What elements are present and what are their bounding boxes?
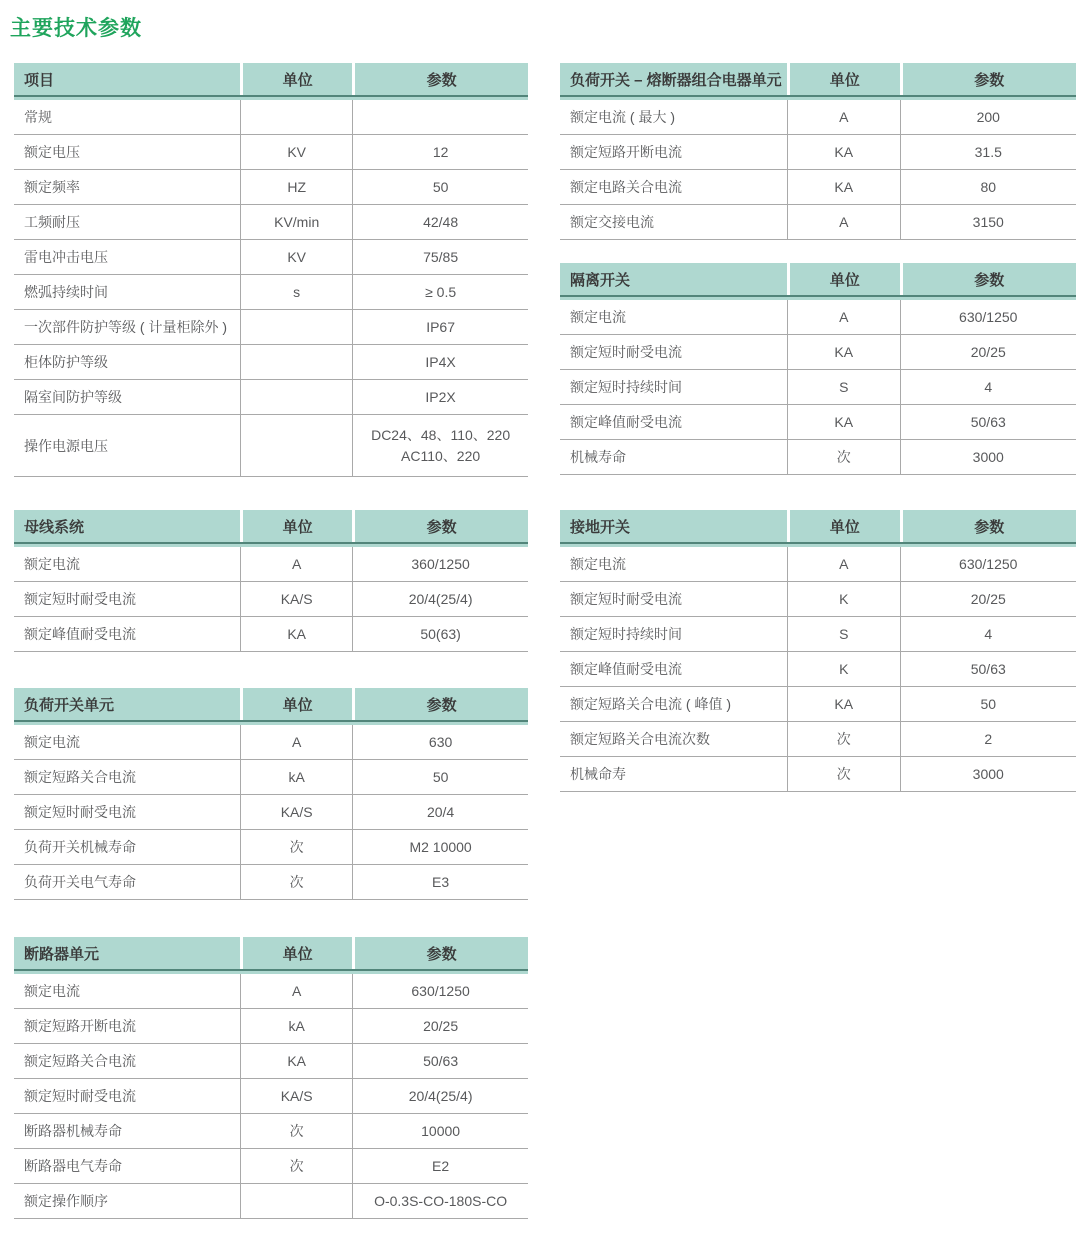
table-title: 负荷开关单元 xyxy=(24,696,115,714)
table-row xyxy=(560,652,1076,687)
row-value: 50/63 xyxy=(900,652,1076,686)
table-body xyxy=(560,547,1076,792)
row-value: 4 xyxy=(900,617,1076,651)
row-unit: KA xyxy=(240,617,352,651)
table-body xyxy=(14,725,528,900)
column-header-unit: 单位 xyxy=(787,63,899,95)
row-unit: KV/min xyxy=(240,205,352,239)
row-value: 20/25 xyxy=(900,582,1076,616)
table-row xyxy=(14,135,528,170)
row-item-label: 机械寿命 xyxy=(570,449,626,465)
table-row xyxy=(560,370,1076,405)
table-row xyxy=(14,974,528,1009)
row-unit: KA xyxy=(787,687,899,721)
row-item-label: 额定短时耐受电流 xyxy=(570,344,682,360)
table-header xyxy=(560,510,1076,544)
table-body xyxy=(14,547,528,652)
table-row xyxy=(560,100,1076,135)
table-general-parameters xyxy=(14,63,528,477)
table-header xyxy=(14,937,528,971)
table-row xyxy=(14,240,528,275)
row-item-label: 雷电冲击电压 xyxy=(24,249,108,265)
row-unit: 次 xyxy=(240,830,352,864)
table-row xyxy=(560,440,1076,475)
row-unit xyxy=(240,380,352,414)
row-value: 50/63 xyxy=(352,1044,528,1078)
table-row xyxy=(14,1149,528,1184)
column-header-unit: 单位 xyxy=(787,263,899,295)
row-value: 2 xyxy=(900,722,1076,756)
row-unit: KA xyxy=(787,335,899,369)
table-busbar-system xyxy=(14,510,528,652)
table-body xyxy=(14,100,528,477)
table-title: 隔离开关 xyxy=(570,271,631,289)
row-item-label: 负荷开关机械寿命 xyxy=(24,839,136,855)
row-value: O-0.3S-CO-180S-CO xyxy=(352,1184,528,1218)
row-unit: KA/S xyxy=(240,582,352,616)
table-row xyxy=(560,405,1076,440)
row-value: 630/1250 xyxy=(352,974,528,1008)
row-value: E2 xyxy=(352,1149,528,1183)
row-item-label: 额定短时耐受电流 xyxy=(570,591,682,607)
row-item-label: 隔室间防护等级 xyxy=(24,389,122,405)
row-value: 3150 xyxy=(900,205,1076,239)
row-unit: A xyxy=(787,205,899,239)
row-item-label: 额定短路关合电流 ( 峰值 ) xyxy=(570,696,731,712)
row-unit: s xyxy=(240,275,352,309)
table-header xyxy=(560,263,1076,297)
row-unit: KV xyxy=(240,240,352,274)
row-value: DC24、48、110、220 AC110、220 xyxy=(352,415,528,476)
row-item-label: 常规 xyxy=(24,109,52,125)
row-value: 20/4(25/4) xyxy=(352,1079,528,1113)
row-item-label: 额定电压 xyxy=(24,144,80,160)
row-value: ≥ 0.5 xyxy=(352,275,528,309)
row-unit: A xyxy=(787,300,899,334)
table-header xyxy=(14,510,528,544)
column-header-param: 参数 xyxy=(352,63,528,95)
row-unit: 次 xyxy=(787,722,899,756)
table-row xyxy=(14,582,528,617)
row-item-label: 额定短路关合电流 xyxy=(24,769,136,785)
row-item-label: 断路器电气寿命 xyxy=(24,1158,122,1174)
column-header-unit: 单位 xyxy=(240,63,352,95)
table-row xyxy=(14,795,528,830)
table-row xyxy=(560,617,1076,652)
column-header-unit: 单位 xyxy=(240,937,352,969)
row-item-label: 一次部件防护等级 ( 计量柜除外 ) xyxy=(24,319,227,335)
row-item-label: 额定电流 xyxy=(24,983,80,999)
row-unit: KA xyxy=(787,405,899,439)
row-unit: 次 xyxy=(787,757,899,791)
table-earthing-switch xyxy=(560,510,1076,792)
column-header-param: 参数 xyxy=(352,688,528,720)
table-row xyxy=(14,380,528,415)
row-unit: 次 xyxy=(787,440,899,474)
table-title: 断路器单元 xyxy=(24,945,100,963)
row-item-label: 额定交接电流 xyxy=(570,214,654,230)
row-unit: S xyxy=(787,617,899,651)
table-row xyxy=(560,170,1076,205)
table-row xyxy=(14,275,528,310)
row-unit: S xyxy=(787,370,899,404)
row-item-label: 额定频率 xyxy=(24,179,80,195)
row-item-label: 机械命寿 xyxy=(570,766,626,782)
row-value: 31.5 xyxy=(900,135,1076,169)
table-row xyxy=(14,725,528,760)
row-unit: KA/S xyxy=(240,1079,352,1113)
row-unit: HZ xyxy=(240,170,352,204)
table-row xyxy=(14,617,528,652)
table-title: 项目 xyxy=(24,71,55,89)
row-value: 20/25 xyxy=(352,1009,528,1043)
table-row xyxy=(560,722,1076,757)
table-row xyxy=(14,1009,528,1044)
row-unit: KA xyxy=(240,1044,352,1078)
row-item-label: 额定峰值耐受电流 xyxy=(24,626,136,642)
row-unit xyxy=(240,415,352,476)
row-value: 42/48 xyxy=(352,205,528,239)
row-unit: A xyxy=(240,974,352,1008)
table-row xyxy=(14,1184,528,1219)
table-row xyxy=(560,582,1076,617)
table-switch-fuse-combination-unit xyxy=(560,63,1076,240)
row-item-label: 额定短时耐受电流 xyxy=(24,804,136,820)
row-item-label: 柜体防护等级 xyxy=(24,354,108,370)
row-value: 630 xyxy=(352,725,528,759)
row-unit: 次 xyxy=(240,1114,352,1148)
row-item-label: 额定短时持续时间 xyxy=(570,379,682,395)
row-item-label: 额定峰值耐受电流 xyxy=(570,661,682,677)
row-unit: KA xyxy=(787,170,899,204)
row-unit: KA/S xyxy=(240,795,352,829)
row-unit: kA xyxy=(240,760,352,794)
table-row xyxy=(14,547,528,582)
table-body xyxy=(14,974,528,1219)
table-header xyxy=(14,63,528,97)
row-item-label: 额定电流 xyxy=(24,734,80,750)
row-value: E3 xyxy=(352,865,528,899)
row-value: IP2X xyxy=(352,380,528,414)
row-item-label: 额定短路开断电流 xyxy=(570,144,682,160)
row-item-label: 额定短路关合电流 xyxy=(24,1053,136,1069)
row-unit: A xyxy=(787,100,899,134)
row-value: 50/63 xyxy=(900,405,1076,439)
row-value: 50 xyxy=(352,170,528,204)
row-unit: A xyxy=(787,547,899,581)
row-item-label: 额定短路关合电流次数 xyxy=(570,731,710,747)
table-row xyxy=(14,830,528,865)
row-item-label: 额定短时耐受电流 xyxy=(24,591,136,607)
row-item-label: 断路器机械寿命 xyxy=(24,1123,122,1139)
table-row xyxy=(14,310,528,345)
row-unit: 次 xyxy=(240,865,352,899)
row-unit: A xyxy=(240,725,352,759)
row-value: 3000 xyxy=(900,440,1076,474)
column-header-param: 参数 xyxy=(900,263,1076,295)
table-body xyxy=(560,300,1076,475)
row-value: 10000 xyxy=(352,1114,528,1148)
row-value xyxy=(352,100,528,134)
column-header-param: 参数 xyxy=(352,510,528,542)
table-circuit-breaker-unit xyxy=(14,937,528,1219)
row-unit: KA xyxy=(787,135,899,169)
row-value: 50 xyxy=(900,687,1076,721)
row-unit: K xyxy=(787,652,899,686)
row-item-label: 负荷开关电气寿命 xyxy=(24,874,136,890)
row-item-label: 额定峰值耐受电流 xyxy=(570,414,682,430)
row-unit: KV xyxy=(240,135,352,169)
column-header-unit: 单位 xyxy=(240,510,352,542)
row-item-label: 工频耐压 xyxy=(24,214,80,230)
table-row xyxy=(14,760,528,795)
row-value: M2 10000 xyxy=(352,830,528,864)
table-row xyxy=(14,1114,528,1149)
column-header-param: 参数 xyxy=(900,510,1076,542)
row-unit: A xyxy=(240,547,352,581)
row-value: IP4X xyxy=(352,345,528,379)
row-item-label: 额定电流 xyxy=(24,556,80,572)
table-row xyxy=(14,100,528,135)
table-row xyxy=(560,757,1076,792)
row-item-label: 额定电流 xyxy=(570,309,626,325)
table-disconnector xyxy=(560,263,1076,475)
table-header xyxy=(560,63,1076,97)
row-unit xyxy=(240,310,352,344)
table-title: 接地开关 xyxy=(570,518,631,536)
row-unit xyxy=(240,345,352,379)
table-row xyxy=(560,547,1076,582)
row-value: 20/4(25/4) xyxy=(352,582,528,616)
row-unit xyxy=(240,100,352,134)
row-item-label: 操作电源电压 xyxy=(24,437,108,454)
row-value: 630/1250 xyxy=(900,300,1076,334)
table-body xyxy=(560,100,1076,240)
row-item-label: 额定电流 ( 最大 ) xyxy=(570,109,675,125)
table-row xyxy=(14,1044,528,1079)
row-value: 50(63) xyxy=(352,617,528,651)
column-header-unit: 单位 xyxy=(240,688,352,720)
row-value: 200 xyxy=(900,100,1076,134)
table-title: 负荷开关 – 熔断器组合电器单元 xyxy=(570,71,782,89)
row-value: 80 xyxy=(900,170,1076,204)
table-title: 母线系统 xyxy=(24,518,85,536)
row-unit: 次 xyxy=(240,1149,352,1183)
row-item-label: 额定电路关合电流 xyxy=(570,179,682,195)
table-row xyxy=(14,865,528,900)
table-row xyxy=(14,345,528,380)
row-value: 4 xyxy=(900,370,1076,404)
row-item-label: 额定短路开断电流 xyxy=(24,1018,136,1034)
table-row xyxy=(560,687,1076,722)
row-value: 20/25 xyxy=(900,335,1076,369)
row-item-label: 额定操作顺序 xyxy=(24,1193,108,1209)
table-header xyxy=(14,688,528,722)
row-value: IP67 xyxy=(352,310,528,344)
table-row xyxy=(560,335,1076,370)
row-value: 3000 xyxy=(900,757,1076,791)
table-row xyxy=(560,205,1076,240)
row-item-label: 燃弧持续时间 xyxy=(24,284,108,300)
row-unit xyxy=(240,1184,352,1218)
row-value: 20/4 xyxy=(352,795,528,829)
table-load-switch-unit xyxy=(14,688,528,900)
row-value: 75/85 xyxy=(352,240,528,274)
column-header-param: 参数 xyxy=(352,937,528,969)
table-row xyxy=(14,415,528,477)
row-value: 360/1250 xyxy=(352,547,528,581)
row-value: 630/1250 xyxy=(900,547,1076,581)
column-header-unit: 单位 xyxy=(787,510,899,542)
table-row xyxy=(14,1079,528,1114)
table-row xyxy=(560,300,1076,335)
row-item-label: 额定短时耐受电流 xyxy=(24,1088,136,1104)
row-unit: K xyxy=(787,582,899,616)
row-unit: kA xyxy=(240,1009,352,1043)
row-value: 50 xyxy=(352,760,528,794)
table-row xyxy=(560,135,1076,170)
page-title: 主要技术参数 xyxy=(10,17,142,40)
table-row xyxy=(14,170,528,205)
row-item-label: 额定短时持续时间 xyxy=(570,626,682,642)
row-value: 12 xyxy=(352,135,528,169)
row-item-label: 额定电流 xyxy=(570,556,626,572)
table-row xyxy=(14,205,528,240)
column-header-param: 参数 xyxy=(900,63,1076,95)
